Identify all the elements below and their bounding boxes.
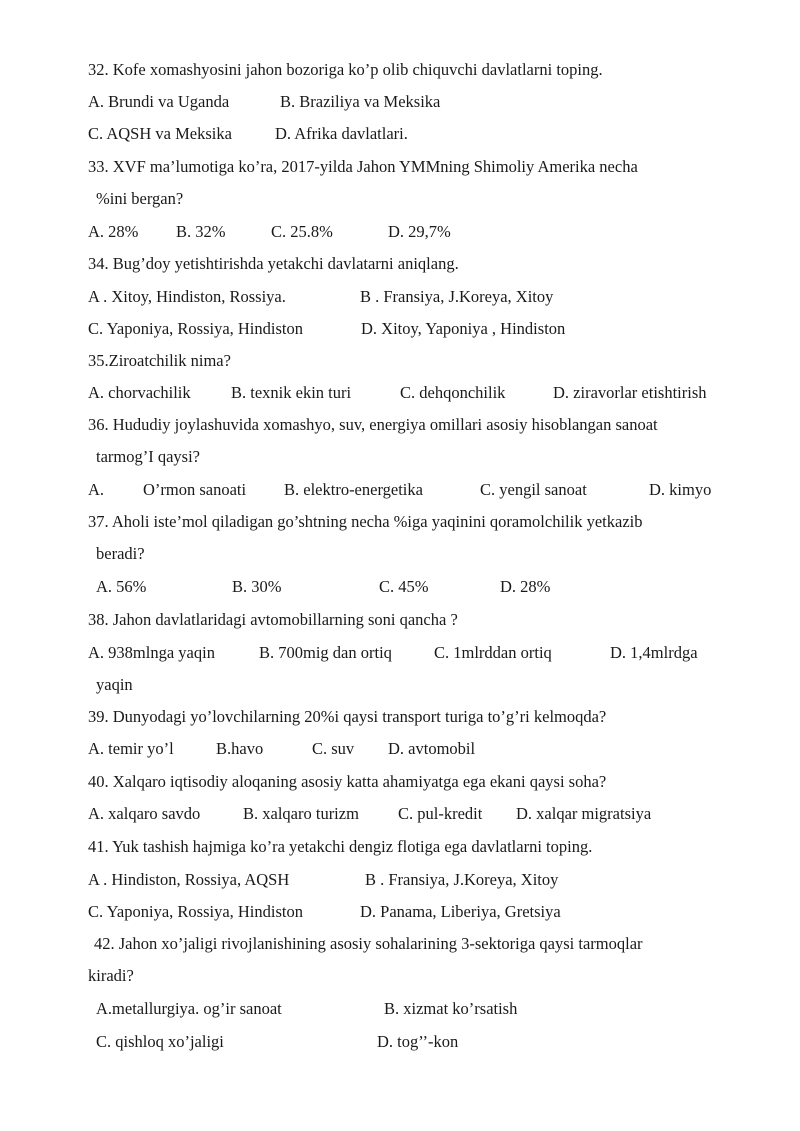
option-b: B . Fransiya, J.Koreya, Xitoy: [365, 870, 559, 889]
option-d: D. kimyo: [649, 480, 712, 499]
option-c: C. pul-kredit: [398, 804, 483, 823]
option-c: C. qishloq xo’jaligi: [96, 1032, 224, 1051]
option-d: D. Panama, Liberiya, Gretsiya: [360, 902, 561, 921]
option-b: B.havo: [216, 739, 264, 758]
option-b: B. texnik ekin turi: [231, 383, 352, 402]
question-text: 38. Jahon davlatlaridagi avtomobillarning soni qancha ?: [88, 610, 458, 629]
question-32: [88, 54, 748, 86]
option-d-cont: [96, 669, 748, 701]
question-41: [88, 831, 748, 863]
options-row: [88, 118, 748, 150]
question-text: 40. Xalqaro iqtisodiy aloqaning asosiy katta ahamiyatga ega ekani qaysi soha?: [88, 772, 607, 791]
option-d: D. 29,7%: [388, 222, 451, 241]
option-b: B. xalqaro turizm: [243, 804, 359, 823]
option-d: D. ziravorlar etishtirish: [553, 383, 707, 402]
option-a: A. 56%: [96, 577, 147, 596]
question-38: [88, 604, 748, 636]
option-d: D. Xitoy, Yaponiya , Hindiston: [361, 319, 566, 338]
question-text: 33. XVF ma’lumotiga ko’ra, 2017-yilda Jahon YMMning Shimoliy Amerika necha: [88, 157, 638, 176]
question-text: 37. Aholi iste’mol qiladigan go’shtning necha %iga yaqinini qoramolchilik yetkazib: [88, 512, 643, 531]
option-c: C. AQSH va Meksika: [88, 124, 232, 143]
option-a: A . Xitoy, Hindiston, Rossiya.: [88, 287, 286, 306]
option-a: A. chorvachilik: [88, 383, 191, 402]
question-text: 35.Ziroatchilik nima?: [88, 351, 231, 370]
question-text: tarmog’I qaysi?: [96, 447, 201, 466]
question-33: [88, 151, 748, 183]
options-row: [88, 798, 748, 830]
options-row: [88, 377, 748, 409]
question-42-cont: [88, 960, 748, 992]
option-b: B . Fransiya, J.Koreya, Xitoy: [360, 287, 554, 306]
question-text: %ini bergan?: [96, 189, 184, 208]
option-d: D. tog’’-kon: [377, 1032, 459, 1051]
question-36: [88, 409, 748, 441]
question-text: 42. Jahon xo’jaligi rivojlanishining asosiy sohalarining 3-sektoriga qaysi tarmoqlar: [94, 934, 643, 953]
option-a: A. 28%: [88, 222, 139, 241]
option-a: A.metallurgiya. og’ir sanoat: [96, 999, 282, 1018]
options-row: [88, 864, 748, 896]
option-b: B. 30%: [232, 577, 282, 596]
question-42: [94, 928, 748, 960]
question-37-cont: [96, 538, 748, 570]
options-row: [88, 86, 748, 118]
option-c: C. 25.8%: [271, 222, 333, 241]
question-39: [88, 701, 748, 733]
question-37: [88, 506, 748, 538]
option-d: D. xalqar migratsiya: [516, 804, 652, 823]
option-c: C. Yaponiya, Rossiya, Hindiston: [88, 319, 303, 338]
options-row: [88, 993, 748, 1025]
question-text: 34. Bug’doy yetishtirishda yetakchi davlatarni aniqlang.: [88, 254, 459, 273]
question-40: [88, 766, 748, 798]
options-row: [88, 474, 748, 506]
question-33-cont: [96, 183, 748, 215]
option-a-letter: A.: [88, 480, 105, 499]
question-text: 39. Dunyodagi yo’lovchilarning 20%i qaysi transport turiga to’g’ri kelmoqda?: [88, 707, 607, 726]
option-a: O’rmon sanoati: [143, 480, 247, 499]
option-c: C. suv: [312, 739, 355, 758]
question-text: kiradi?: [88, 966, 134, 985]
option-d-wrap: yaqin: [96, 675, 133, 694]
question-text: 41. Yuk tashish hajmiga ko’ra yetakchi dengiz flotiga ega davlatlarni toping.: [88, 837, 593, 856]
option-a: A . Hindiston, Rossiya, AQSH: [88, 870, 290, 889]
options-row: [88, 1026, 748, 1058]
option-c: C. yengil sanoat: [480, 480, 587, 499]
option-a: A. 938mlnga yaqin: [88, 643, 215, 662]
options-row: [88, 637, 748, 669]
option-b: B. xizmat ko’rsatish: [384, 999, 518, 1018]
option-b: B. elektro-energetika: [284, 480, 423, 499]
option-c: C. dehqonchilik: [400, 383, 506, 402]
options-row: [88, 733, 748, 765]
option-d: D. 28%: [500, 577, 551, 596]
question-35: [88, 345, 748, 377]
options-row: [88, 313, 748, 345]
option-d: D. Afrika davlatlari.: [275, 124, 408, 143]
option-b: B. 32%: [176, 222, 226, 241]
option-b: B. 700mig dan ortiq: [259, 643, 392, 662]
option-a: A. temir yo’l: [88, 739, 174, 758]
option-c: C. 1mlrddan ortiq: [434, 643, 552, 662]
option-c: C. 45%: [379, 577, 429, 596]
options-row: [88, 571, 748, 603]
options-row: [88, 896, 748, 928]
option-b: B. Braziliya va Meksika: [280, 92, 441, 111]
options-row: [88, 281, 748, 313]
option-c: C. Yaponiya, Rossiya, Hindiston: [88, 902, 303, 921]
option-a: A. xalqaro savdo: [88, 804, 201, 823]
question-text: 32. Kofe xomashyosini jahon bozoriga ko’p olib chiquvchi davlatlarni toping.: [88, 60, 603, 79]
options-row: [88, 216, 748, 248]
question-text: beradi?: [96, 544, 145, 563]
question-34: [88, 248, 748, 280]
option-d: D. avtomobil: [388, 739, 476, 758]
question-36-cont: [96, 441, 748, 473]
question-text: 36. Hududiy joylashuvida xomashyo, suv, energiya omillari asosiy hisoblangan sanoat: [88, 415, 658, 434]
option-d: D. 1,4mlrdga: [610, 643, 698, 662]
option-a: A. Brundi va Uganda: [88, 92, 230, 111]
